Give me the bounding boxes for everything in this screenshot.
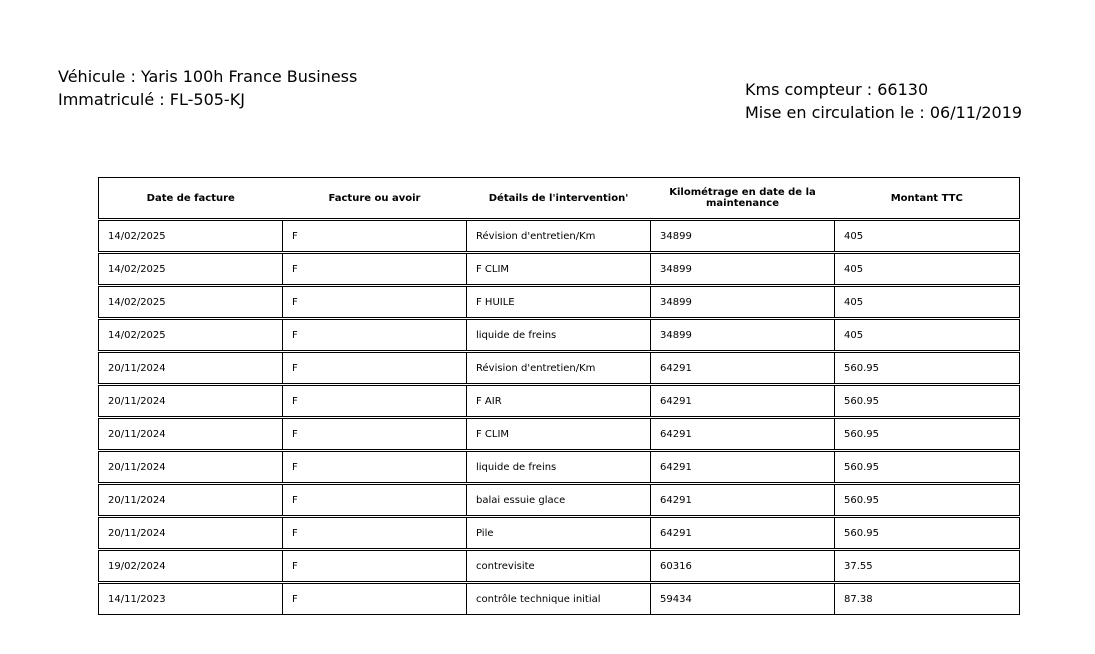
- cell-intervention-details: F CLIM: [467, 418, 651, 451]
- cell-mileage: 64291: [651, 451, 835, 484]
- vehicle-plate: Immatriculé : FL-505-KJ: [58, 90, 245, 109]
- cell-invoice-type: F: [283, 385, 467, 418]
- cell-mileage: 34899: [651, 286, 835, 319]
- cell-mileage: 60316: [651, 550, 835, 583]
- header-invoice-date: Date de facture: [99, 178, 283, 220]
- table-row: [99, 418, 1020, 451]
- table-row: [99, 319, 1020, 352]
- table-row: [99, 352, 1020, 385]
- cell-invoice-type: F: [283, 286, 467, 319]
- cell-mileage: 34899: [651, 253, 835, 286]
- cell-invoice-type: F: [283, 253, 467, 286]
- cell-invoice-type: F: [283, 352, 467, 385]
- cell-mileage: 59434: [651, 583, 835, 615]
- cell-invoice-date: 14/02/2025: [99, 220, 283, 253]
- table-row: [99, 286, 1020, 319]
- cell-amount: 87.38: [835, 583, 1020, 615]
- table-row: [99, 583, 1020, 615]
- cell-invoice-date: 14/11/2023: [99, 583, 283, 615]
- vehicle-registration-date: Mise en circulation le : 06/11/2019: [745, 103, 1023, 122]
- cell-mileage: 64291: [651, 517, 835, 550]
- header-amount: Montant TTC: [835, 178, 1020, 220]
- cell-mileage: 64291: [651, 484, 835, 517]
- cell-mileage: 64291: [651, 418, 835, 451]
- cell-amount: 560.95: [835, 451, 1020, 484]
- header-intervention-details: Détails de l'intervention': [467, 178, 651, 220]
- cell-mileage: 64291: [651, 352, 835, 385]
- cell-intervention-details: Révision d'entretien/Km: [467, 220, 651, 253]
- header-mileage: Kilométrage en date de la maintenance: [651, 178, 835, 220]
- cell-invoice-date: 14/02/2025: [99, 319, 283, 352]
- cell-intervention-details: contrevisite: [467, 550, 651, 583]
- table-body: [99, 220, 1020, 615]
- cell-invoice-date: 19/02/2024: [99, 550, 283, 583]
- cell-intervention-details: F HUILE: [467, 286, 651, 319]
- vehicle-model: Véhicule : Yaris 100h France Business: [58, 67, 358, 86]
- cell-intervention-details: F AIR: [467, 385, 651, 418]
- cell-invoice-type: F: [283, 220, 467, 253]
- cell-intervention-details: liquide de freins: [467, 451, 651, 484]
- cell-amount: 560.95: [835, 517, 1020, 550]
- cell-amount: 560.95: [835, 385, 1020, 418]
- vehicle-mileage: Kms compteur : 66130: [745, 80, 929, 99]
- cell-mileage: 34899: [651, 220, 835, 253]
- table-row: [99, 220, 1020, 253]
- cell-invoice-type: F: [283, 418, 467, 451]
- table-row: [99, 517, 1020, 550]
- cell-amount: 405: [835, 253, 1020, 286]
- table-row: [99, 451, 1020, 484]
- table-header-row: [99, 178, 1020, 220]
- cell-amount: 37.55: [835, 550, 1020, 583]
- cell-invoice-date: 20/11/2024: [99, 484, 283, 517]
- cell-amount: 560.95: [835, 352, 1020, 385]
- table-row: [99, 253, 1020, 286]
- cell-intervention-details: Révision d'entretien/Km: [467, 352, 651, 385]
- cell-invoice-type: F: [283, 550, 467, 583]
- cell-invoice-date: 14/02/2025: [99, 253, 283, 286]
- cell-amount: 560.95: [835, 418, 1020, 451]
- cell-invoice-type: F: [283, 583, 467, 615]
- cell-mileage: 64291: [651, 385, 835, 418]
- vehicle-info-right: [745, 78, 1022, 124]
- cell-mileage: 34899: [651, 319, 835, 352]
- cell-invoice-type: F: [283, 319, 467, 352]
- cell-invoice-date: 20/11/2024: [99, 352, 283, 385]
- cell-intervention-details: balai essuie glace: [467, 484, 651, 517]
- cell-invoice-date: 20/11/2024: [99, 451, 283, 484]
- cell-amount: 405: [835, 286, 1020, 319]
- vehicle-info-left: [58, 65, 357, 111]
- table-row: [99, 484, 1020, 517]
- table-row: [99, 550, 1020, 583]
- cell-invoice-date: 14/02/2025: [99, 286, 283, 319]
- table-row: [99, 385, 1020, 418]
- cell-intervention-details: liquide de freins: [467, 319, 651, 352]
- cell-intervention-details: contrôle technique initial: [467, 583, 651, 615]
- cell-intervention-details: Pile: [467, 517, 651, 550]
- cell-amount: 405: [835, 319, 1020, 352]
- maintenance-table-container: [98, 177, 1019, 615]
- cell-invoice-type: F: [283, 484, 467, 517]
- cell-invoice-type: F: [283, 517, 467, 550]
- cell-invoice-type: F: [283, 451, 467, 484]
- cell-invoice-date: 20/11/2024: [99, 517, 283, 550]
- header-invoice-type: Facture ou avoir: [283, 178, 467, 220]
- maintenance-table: [98, 177, 1020, 615]
- cell-intervention-details: F CLIM: [467, 253, 651, 286]
- cell-invoice-date: 20/11/2024: [99, 385, 283, 418]
- cell-amount: 405: [835, 220, 1020, 253]
- cell-amount: 560.95: [835, 484, 1020, 517]
- cell-invoice-date: 20/11/2024: [99, 418, 283, 451]
